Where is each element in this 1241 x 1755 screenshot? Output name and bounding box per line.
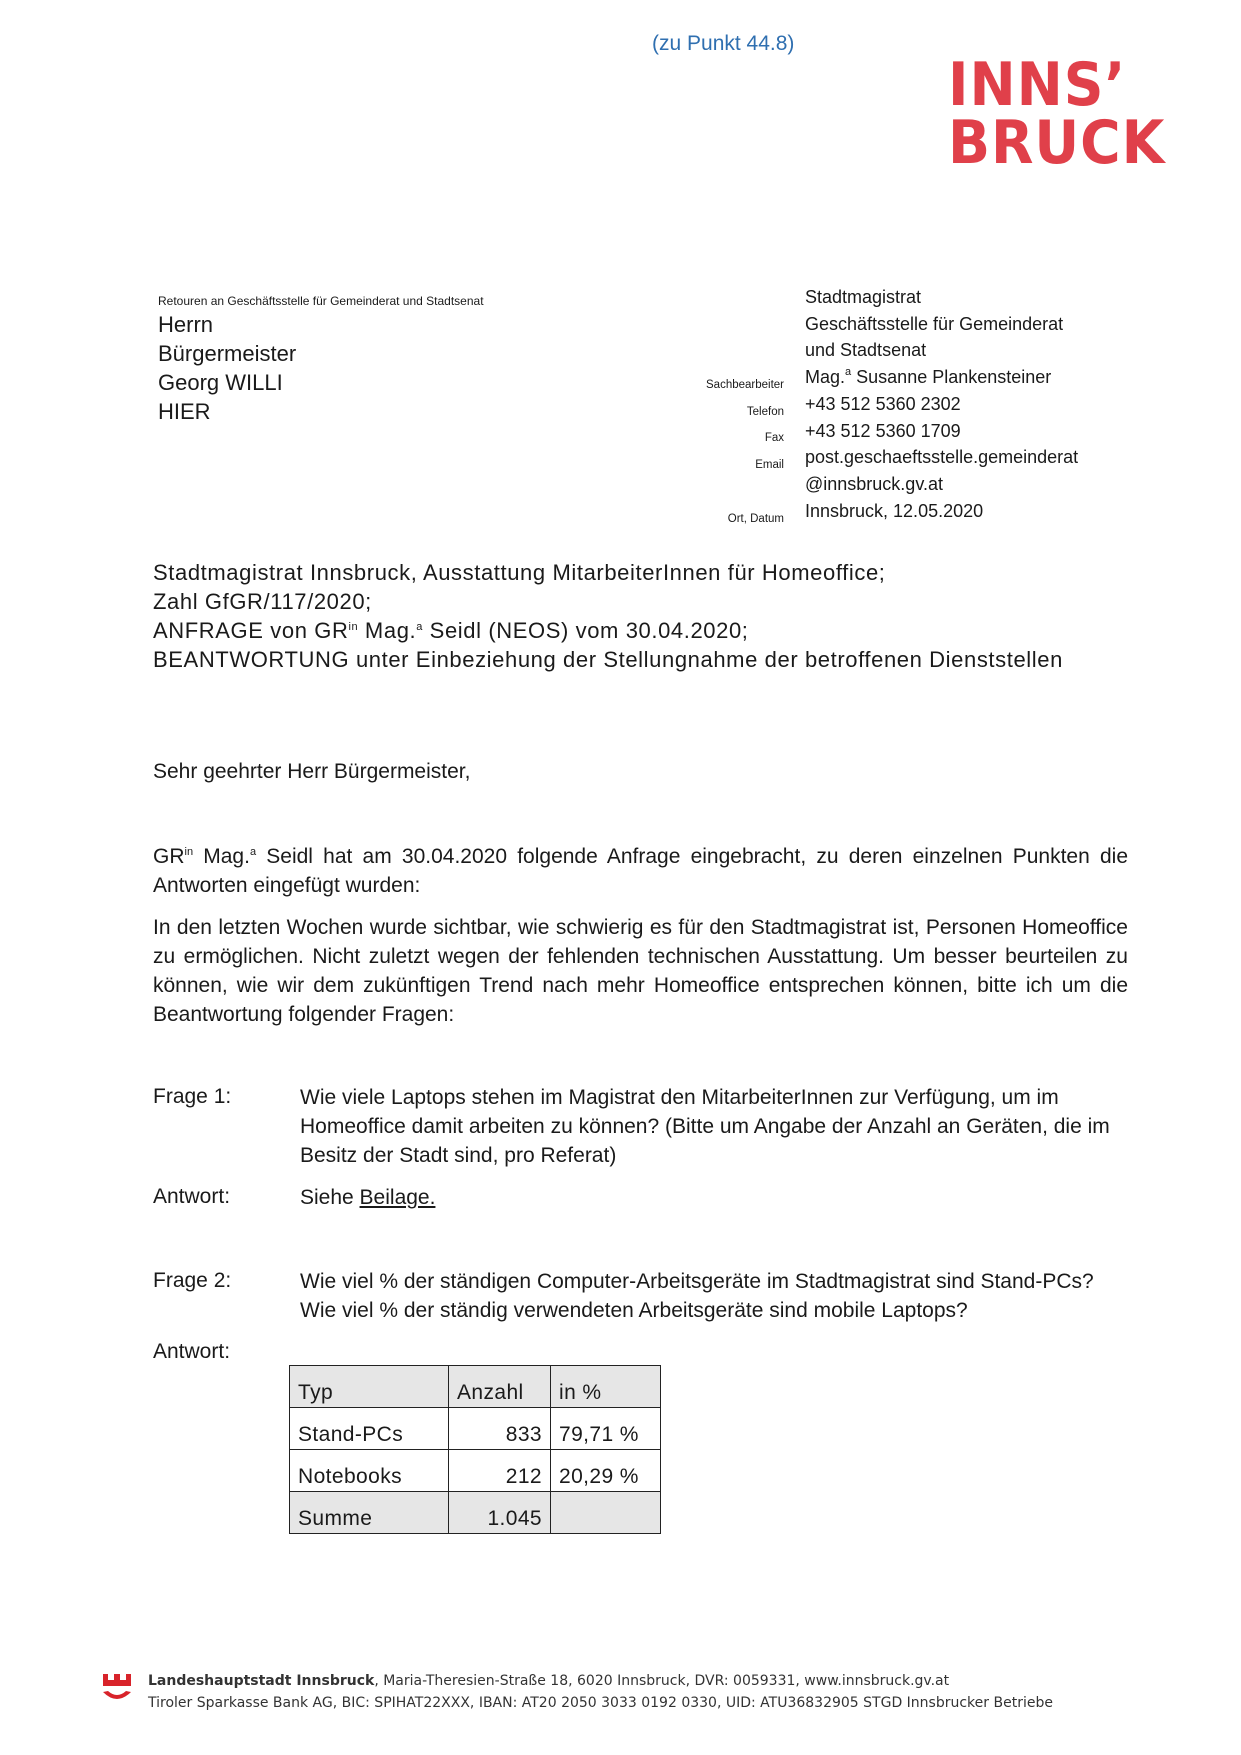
- question-1-text: Wie viele Laptops stehen im Magistrat den MitarbeiterInnen zur Verfügung, um im Homeoffice damit arbeiten zu können? (Bitte um Angabe der Anzahl an Geräten, die im Besitz der Stadt sind, pro Referat): [300, 1086, 1110, 1167]
- question-2-text: Wie viel % der ständigen Computer-Arbeitsgeräte im Stadtmagistrat sind Stand-PCs? Wie viel % der ständig verwendeten Arbeitsgeräte sind mobile Laptops?: [300, 1270, 1094, 1322]
- phone-label: Telefon: [746, 405, 784, 418]
- recipient-line: Herrn: [158, 312, 214, 337]
- question-1-label: Frage 1:: [153, 1085, 232, 1108]
- date-value: Innsbruck, 12.05.2020: [805, 500, 984, 521]
- table-cell: 79,71 %: [551, 1408, 661, 1450]
- sender-block: [805, 284, 1078, 524]
- email-label: Email: [755, 459, 784, 472]
- table-header: in %: [551, 1366, 661, 1408]
- salutation: Sehr geehrter Herr Bürgermeister,: [153, 760, 471, 783]
- sender-labels: [640, 372, 784, 532]
- table-row: [290, 1408, 661, 1450]
- subject-line: BEANTWORTUNG unter Einbeziehung der Stellungnahme der betroffenen Dienststellen: [153, 647, 1063, 672]
- phone-value: +43 512 5360 2302: [805, 393, 961, 414]
- subject-line: ANFRAGE von $GR^{in}$ Mag.$^a$ Seidl (NEOS) vom 30.04.2020;: [153, 618, 749, 643]
- footer-line: Tiroler Sparkasse Bank AG, BIC: SPIHAT22XXX, IBAN: AT20 2050 3033 0192 0330, UID: ATU36832905 STGD Innsbrucker Betriebe: [148, 1695, 1053, 1711]
- table-cell: Summe: [290, 1492, 449, 1534]
- intro-paragraph: $GR^{in}$ Mag.$^a$ Seidl hat am 30.04.2020 folgende Anfrage eingebracht, zu deren einzelnen Punkten die Antworten eingefügt wurden:: [153, 845, 1128, 897]
- clerk-label: Sachbearbeiter: [706, 379, 784, 391]
- answer-2-label: Antwort:: [153, 1340, 231, 1363]
- question-2-label: Frage 2:: [153, 1269, 232, 1292]
- subject-block: [153, 558, 1063, 674]
- fax-label: Fax: [764, 432, 784, 445]
- city-emblem-icon: [102, 1672, 132, 1706]
- recipient-line: HIER: [158, 399, 211, 424]
- table-cell: 833: [449, 1408, 551, 1450]
- footer-line: Landeshauptstadt Innsbruck, Maria-Theresien-Straße 18, 6020 Innsbruck, DVR: 0059331, www.innsbruck.gv.at: [148, 1673, 950, 1689]
- table-cell: 212: [449, 1450, 551, 1492]
- email-link-cont[interactable]: @innsbruck.gv.at: [805, 473, 943, 494]
- answer-1-label: Antwort:: [153, 1185, 231, 1208]
- sender-org: und Stadtsenat: [805, 340, 927, 361]
- table-sum-row: [290, 1492, 661, 1534]
- email-link[interactable]: post.geschaeftsstelle.gemeinderat: [805, 447, 1079, 468]
- device-table: [289, 1365, 661, 1534]
- table-header: Anzahl: [449, 1366, 551, 1408]
- recipient-line: Bürgermeister: [158, 341, 297, 366]
- subject-line: Zahl GfGR/117/2020;: [153, 589, 372, 614]
- logo-line-2: BRUCK: [948, 108, 1166, 178]
- fax-value: +43 512 5360 1709: [805, 420, 961, 441]
- table-cell: Stand-PCs: [290, 1408, 449, 1450]
- subject-line: Stadtmagistrat Innsbruck, Ausstattung MitarbeiterInnen für Homeoffice;: [153, 560, 886, 585]
- table-header: Typ: [290, 1366, 449, 1408]
- return-note: Retouren an Geschäftsstelle für Gemeinderat und Stadtsenat: [158, 294, 484, 308]
- attachment-link[interactable]: Beilage.: [359, 1186, 436, 1209]
- request-paragraph: In den letzten Wochen wurde sichtbar, wie schwierig es für den Stadtmagistrat ist, Personen Homeoffice zu ermöglichen. Nicht zuletzt wegen der fehlenden technischen Ausstattung. Um besser beurteilen zu können, wie wir dem zukünftigen Trend nach mehr Homeoffice entsprechen können, bitte ich um die Beantwortung folgender Fragen:: [153, 916, 1128, 1026]
- innsbruck-logo: [948, 50, 1173, 178]
- logo-line-1: INNS’: [948, 50, 1127, 120]
- answer-1-text: Siehe Beilage.: [300, 1186, 436, 1209]
- date-label: Ort, Datum: [727, 512, 784, 525]
- table-cell: [551, 1492, 661, 1534]
- reference-note: (zu Punkt 44.8): [652, 32, 795, 55]
- table-cell: Notebooks: [290, 1450, 449, 1492]
- recipient-address: [158, 310, 296, 426]
- recipient-line: Georg WILLI: [158, 370, 283, 395]
- table-cell: 20,29 %: [551, 1450, 661, 1492]
- table-header-row: [290, 1366, 661, 1408]
- table-row: [290, 1450, 661, 1492]
- sender-org: Stadtmagistrat: [805, 287, 922, 307]
- table-cell: 1.045: [449, 1492, 551, 1534]
- footer: [148, 1670, 1053, 1714]
- clerk-name: Mag.$^a$ Susanne Plankensteiner: [805, 366, 1052, 388]
- sender-org: Geschäftsstelle für Gemeinderat: [805, 313, 1064, 334]
